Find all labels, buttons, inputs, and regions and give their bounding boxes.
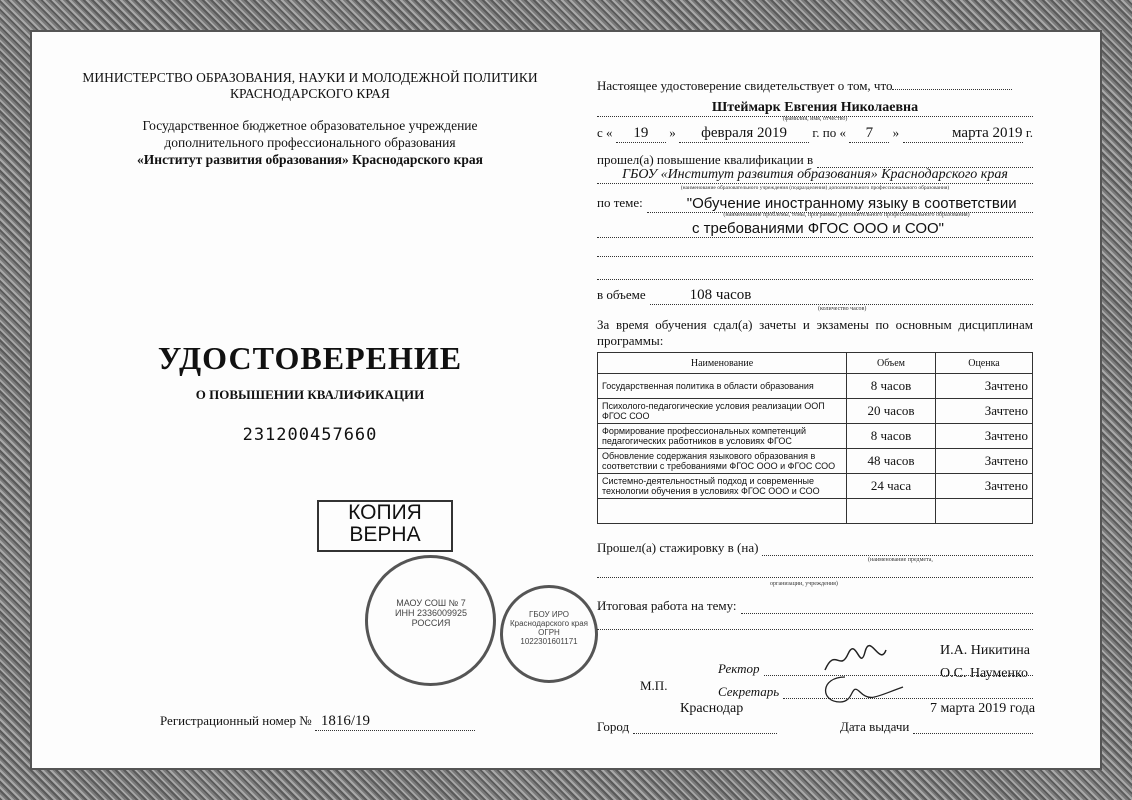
year-suffix: г. bbox=[1025, 125, 1033, 140]
volume-row bbox=[597, 287, 1033, 305]
secretary-label: Секретарь bbox=[718, 684, 780, 699]
ministry-line: МИНИСТЕРСТВО ОБРАЗОВАНИЯ, НАУКИ И МОЛОДЕЖНОЙ ПОЛИТИКИ bbox=[82, 70, 538, 85]
document-title: УДОСТОВЕРЕНИЕ bbox=[157, 340, 463, 376]
registration-number: 1816/19 bbox=[315, 713, 475, 731]
ministry bbox=[60, 70, 560, 102]
header-volume: Объем bbox=[847, 353, 936, 374]
copy-stamp-line: КОПИЯ bbox=[348, 501, 422, 524]
rector-name: И.А. Никитина bbox=[940, 643, 1030, 658]
header-name: Наименование bbox=[598, 353, 847, 374]
institution-line: Государственное бюджетное образовательное учреждение bbox=[142, 118, 478, 133]
final-work-label: Итоговая работа на тему: bbox=[597, 598, 737, 613]
copy-stamp-line: ВЕРНА bbox=[349, 523, 421, 546]
registration bbox=[160, 713, 475, 731]
holder-name: Штеймарк Евгения Николаевна bbox=[711, 100, 919, 115]
discipline-grade: Зачтено bbox=[936, 424, 1033, 449]
from-month: февраля 2019 bbox=[679, 125, 809, 143]
table-row bbox=[598, 449, 1033, 474]
topic-line-1: "Обучение иностранному языку в соответствии bbox=[647, 195, 1033, 213]
school-seal-text: МАОУ СОШ № 7 ИНН 2336009925 РОССИЯ bbox=[394, 598, 468, 628]
table-header bbox=[598, 353, 1033, 374]
copy-stamp bbox=[317, 500, 453, 552]
holder-name-field bbox=[597, 98, 1033, 117]
registration-label: Регистрационный номер № bbox=[160, 713, 312, 728]
empty-cell bbox=[936, 499, 1033, 524]
volume-value: 108 часов bbox=[650, 287, 1033, 305]
intro-text: Настоящее удостоверение свидетельствует о том, что bbox=[597, 78, 893, 93]
discipline-volume: 8 часов bbox=[847, 374, 936, 399]
discipline-name: Обновление содержания языкового образования в соответствии с требованиями ФГОС ООО и ФГОС СОО bbox=[598, 449, 847, 474]
institution-line: «Институт развития образования» Краснодарского края bbox=[137, 152, 483, 167]
discipline-grade: Зачтено bbox=[936, 449, 1033, 474]
topic-row bbox=[597, 195, 1033, 213]
table-row bbox=[598, 374, 1033, 399]
institute-seal bbox=[500, 585, 598, 683]
dates-row: с « 19 » февраля 2019 г. по « 7 » марта 2019 г. bbox=[597, 125, 1033, 141]
date-row bbox=[840, 719, 1033, 734]
serial-number: 231200457660 bbox=[242, 425, 378, 445]
discipline-volume: 8 часов bbox=[847, 424, 936, 449]
empty-cell bbox=[847, 499, 936, 524]
document-subtitle: О ПОВЫШЕНИИ КВАЛИФИКАЦИИ bbox=[195, 387, 425, 402]
to-label: г. по « bbox=[812, 125, 846, 140]
name-hint: (фамилия, имя, отчество) bbox=[782, 116, 848, 122]
passed-label: прошел(а) повышение квалификации в bbox=[597, 152, 814, 167]
intro bbox=[597, 78, 1033, 94]
discipline-grade: Зачтено bbox=[936, 399, 1033, 424]
institution bbox=[60, 117, 560, 168]
volume-hint: (количество часов) bbox=[818, 306, 867, 312]
topic-line-2: с требованиями ФГОС ООО и СОО" bbox=[597, 220, 1033, 238]
table-row bbox=[598, 424, 1033, 449]
institution-line: дополнительного профессионального образования bbox=[164, 135, 456, 150]
table-row bbox=[598, 399, 1033, 424]
internship-label: Прошел(а) стажировку в (на) bbox=[597, 540, 759, 555]
ministry-line: КРАСНОДАРСКОГО КРАЯ bbox=[230, 86, 390, 101]
blank-line bbox=[597, 264, 1033, 280]
discipline-name: Государственная политика в области образования bbox=[598, 374, 847, 399]
table-row bbox=[598, 474, 1033, 499]
institute-seal-text: ГБОУ ИРО Краснодарского края ОГРН 1022301601171 bbox=[510, 610, 588, 646]
school-seal bbox=[365, 555, 496, 686]
secretary-signature bbox=[815, 672, 905, 707]
to-day: 7 bbox=[849, 125, 889, 143]
blank-line bbox=[597, 565, 1033, 578]
topic-label: по теме: bbox=[597, 195, 643, 210]
from-label: с « bbox=[597, 125, 613, 140]
city-label: Город bbox=[597, 719, 630, 734]
exams-text: За время обучения сдал(а) зачеты и экзамены по основным дисциплинам программы: bbox=[597, 317, 1033, 348]
org-hint: (наименование образовательного учреждения (подразделения) дополнительного профессионального образования) bbox=[680, 185, 950, 191]
discipline-name: Формирование профессиональных компетенций педагогических работников в условиях ФГОС bbox=[598, 424, 847, 449]
discipline-volume: 24 часа bbox=[847, 474, 936, 499]
blank-line bbox=[597, 617, 1033, 630]
secretary-name: О.С. Науменко bbox=[940, 666, 1029, 681]
city-row bbox=[597, 719, 777, 734]
discipline-name: Психолого-педагогические условия реализации ООП ФГОС СОО bbox=[598, 399, 847, 424]
empty-cell bbox=[598, 499, 847, 524]
internship-hint: (наименование предмета, bbox=[868, 557, 933, 563]
date-label: Дата выдачи bbox=[840, 719, 910, 734]
seal-place: М.П. bbox=[640, 678, 668, 693]
discipline-volume: 48 часов bbox=[847, 449, 936, 474]
issue-date: 7 марта 2019 года bbox=[930, 701, 1036, 716]
final-work-row bbox=[597, 598, 1033, 614]
city-value: Краснодар bbox=[680, 701, 744, 716]
header-grade: Оценка bbox=[936, 353, 1033, 374]
discipline-grade: Зачтено bbox=[936, 474, 1033, 499]
discipline-name: Системно-деятельностный подход и современные технологии обучения в условиях ФГОС ООО и СОО bbox=[598, 474, 847, 499]
disciplines-table bbox=[597, 352, 1033, 524]
organization: ГБОУ «Институт развития образования» Краснодарского края bbox=[597, 167, 1033, 184]
to-month: марта 2019 bbox=[903, 125, 1023, 143]
discipline-grade: Зачтено bbox=[936, 374, 1033, 399]
empty-row bbox=[598, 499, 1033, 524]
volume-label: в объеме bbox=[597, 287, 646, 302]
from-day: 19 bbox=[616, 125, 666, 143]
passed-row bbox=[597, 152, 1033, 168]
rector-label: Ректор bbox=[718, 661, 760, 676]
internship-hint: организации, учреждения) bbox=[770, 581, 838, 587]
blank-line bbox=[597, 241, 1033, 257]
internship-row bbox=[597, 540, 1033, 556]
topic-hint: (наименование проблемы, темы, программы дополнительного профессионального образования) bbox=[723, 212, 970, 218]
discipline-volume: 20 часов bbox=[847, 399, 936, 424]
